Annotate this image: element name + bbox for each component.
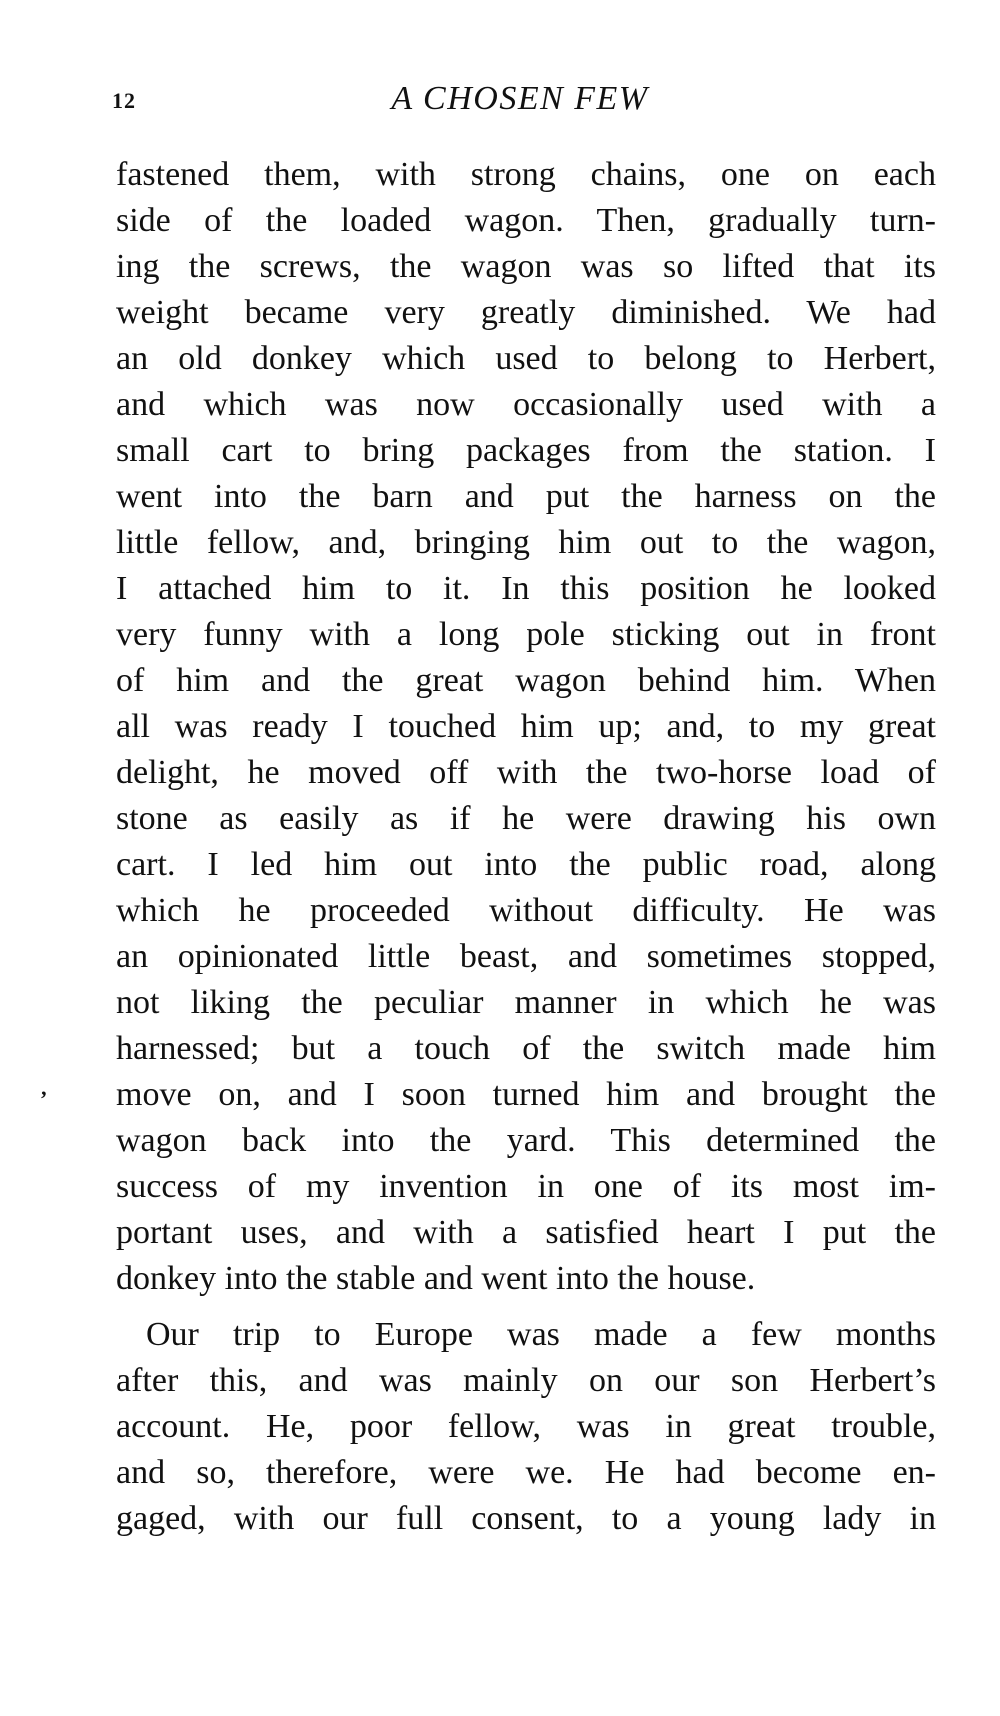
- text-line: an opinionated little beast, and sometimes stopped,: [116, 938, 936, 975]
- paragraph-2: [116, 1312, 936, 1542]
- paragraph-1: [116, 152, 936, 1302]
- text-line: stone as easily as if he were drawing his own: [116, 800, 936, 837]
- book-title: [0, 80, 1000, 118]
- text-line: not liking the peculiar manner in which he was: [116, 984, 936, 1021]
- running-head: [0, 80, 1000, 120]
- text-line: all was ready I touched him up; and, to my great: [116, 708, 936, 745]
- text-line: side of the loaded wagon. Then, gradually turn-: [116, 202, 936, 239]
- text-line: delight, he moved off with the two-horse load of: [116, 754, 936, 791]
- text-line: which he proceeded without difficulty. He was: [116, 892, 936, 929]
- text-line: an old donkey which used to belong to Herbert,: [116, 340, 936, 377]
- text-line: and so, therefore, were we. He had become en-: [116, 1454, 936, 1491]
- text-line: donkey into the stable and went into the house.: [116, 1260, 756, 1297]
- text-line: Our trip to Europe was made a few months: [146, 1316, 936, 1353]
- margin-mark: ’: [40, 1086, 48, 1111]
- text-line: move on, and I soon turned him and brought the: [116, 1076, 936, 1113]
- text-line: weight became very greatly diminished. We had: [116, 294, 936, 331]
- text-line: very funny with a long pole sticking out in front: [116, 616, 936, 653]
- text-line: and which was now occasionally used with a: [116, 386, 936, 423]
- text-line: success of my invention in one of its most im-: [116, 1168, 936, 1205]
- paragraph-gap: [116, 1302, 936, 1312]
- text-line: account. He, poor fellow, was in great trouble,: [116, 1408, 936, 1445]
- text-line: I attached him to it. In this position he looked: [116, 570, 936, 607]
- book-title-text: A CHOSEN FEW: [391, 80, 649, 117]
- text-line: fastened them, with strong chains, one on each: [116, 156, 936, 193]
- page-number: 12: [112, 88, 136, 113]
- text-line: little fellow, and, bringing him out to the wagon,: [116, 524, 936, 561]
- text-line: ing the screws, the wagon was so lifted that its: [116, 248, 936, 285]
- text-line: cart. I led him out into the public road, along: [116, 846, 936, 883]
- text-line: gaged, with our full consent, to a young lady in: [116, 1500, 936, 1537]
- text-line: of him and the great wagon behind him. When: [116, 662, 936, 699]
- body-text: [116, 152, 936, 1542]
- text-line: went into the barn and put the harness on the: [116, 478, 936, 515]
- text-line: portant uses, and with a satisfied heart I put the: [116, 1214, 936, 1251]
- text-line: small cart to bring packages from the station. I: [116, 432, 936, 469]
- text-line: after this, and was mainly on our son Herbert’s: [116, 1362, 936, 1399]
- text-line: wagon back into the yard. This determined the: [116, 1122, 936, 1159]
- text-line: harnessed; but a touch of the switch made him: [116, 1030, 936, 1067]
